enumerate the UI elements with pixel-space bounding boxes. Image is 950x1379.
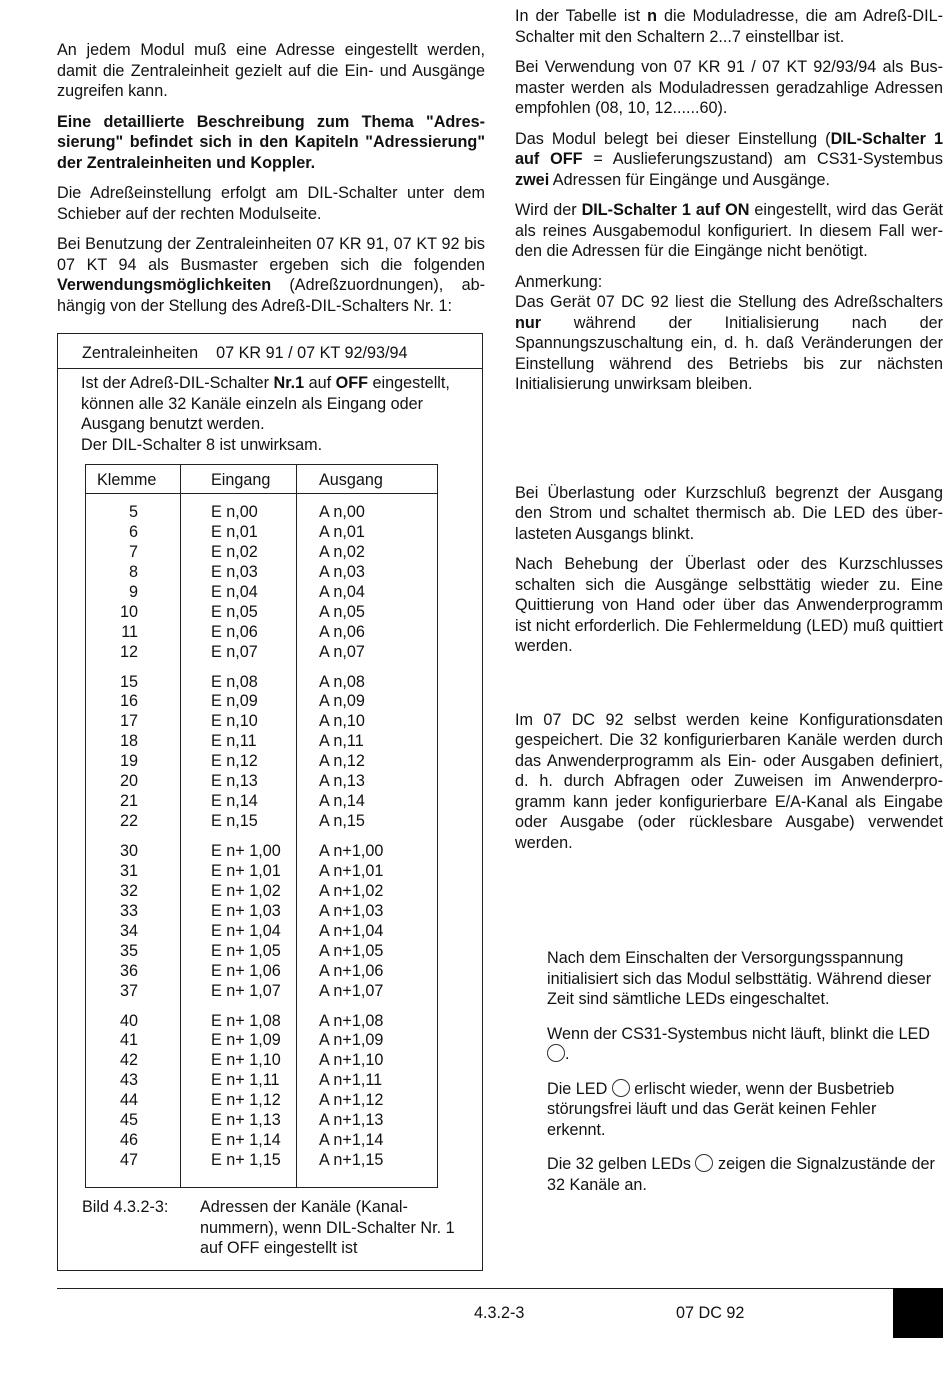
box-text-e: eingestellt, können alle 32 Kanäle einzeln als Eingang oder Ausgang benutzt werden. — [81, 374, 450, 433]
klemme-cell: 9 — [128, 582, 138, 601]
box-description — [81, 373, 466, 455]
table-row — [86, 1050, 437, 1070]
klemme-cell: 16 — [119, 692, 138, 711]
ausgang-cell: A n+1,12 — [319, 1091, 384, 1110]
klemme-cell: 40 — [119, 1011, 138, 1030]
klemme-cell: 5 — [128, 503, 138, 521]
eingang-cell: E n,08 — [211, 672, 258, 691]
eingang-cell: E n,03 — [211, 562, 258, 581]
klemme-cell: 36 — [119, 961, 138, 980]
klemme-cell: 33 — [119, 901, 138, 920]
r-p3-b: DIL-Schalter 1 auf OFF — [515, 129, 943, 168]
eingang-cell: E n+ 1,03 — [211, 901, 281, 920]
footer-device-name: 07 DC 92 — [676, 1304, 745, 1322]
ausgang-cell: A n+1,08 — [319, 1011, 384, 1030]
klemme-cell: 17 — [119, 712, 138, 731]
led-p2-a: Wenn der CS31-Systembus nicht läuft, blinkt die LED — [547, 1024, 930, 1043]
eingang-cell: E n,05 — [211, 602, 258, 621]
ausgang-cell: A n+1,00 — [319, 842, 384, 860]
eingang-cell: E n+ 1,15 — [211, 1151, 281, 1170]
klemme-cell: 11 — [121, 622, 138, 641]
klemme-cell: 37 — [119, 981, 138, 1000]
eingang-cell: E n,00 — [211, 503, 258, 521]
table-row — [86, 771, 437, 791]
klemme-cell: 47 — [119, 1151, 138, 1170]
eingang-cell: E n,15 — [211, 812, 258, 831]
table-row — [86, 1130, 437, 1150]
note-paragraph — [515, 272, 943, 395]
ausgang-cell: A n+1,01 — [319, 861, 384, 880]
klemme-cell: 18 — [119, 732, 138, 751]
box-description-1 — [81, 373, 466, 435]
klemme-cell: 8 — [128, 562, 138, 581]
usage-paragraph — [57, 234, 485, 316]
eingang-cell: E n,14 — [211, 792, 258, 811]
table-row — [86, 841, 437, 861]
r-p5-b: nur — [515, 313, 542, 332]
klemme-cell: 45 — [119, 1111, 138, 1130]
ausgang-cell: A n,06 — [319, 622, 365, 641]
table-row — [86, 811, 437, 831]
table-row — [86, 861, 437, 881]
eingang-cell: E n+ 1,00 — [211, 842, 281, 860]
klemme-cell: 21 — [119, 792, 138, 811]
ausgang-cell: A n+1,06 — [319, 961, 384, 980]
led-yellow-paragraph — [547, 1154, 937, 1195]
r-p1-b: n — [647, 7, 657, 25]
led-off-paragraph — [547, 1079, 937, 1141]
ausgang-cell: A n,05 — [319, 602, 365, 621]
klemme-cell: 31 — [119, 861, 138, 880]
table-note-paragraph — [515, 6, 943, 47]
r-p3-c: = Auslieferungszustand) am CS31-Systembus — [582, 150, 943, 168]
table-row — [86, 1011, 437, 1031]
ausgang-cell: A n,07 — [319, 642, 365, 661]
klemme-cell: 32 — [119, 881, 138, 900]
ausgang-cell: A n+1,02 — [319, 881, 384, 900]
table-row — [86, 1030, 437, 1050]
eingang-cell: E n+ 1,11 — [211, 1071, 280, 1090]
table-row — [86, 921, 437, 941]
box-text-b: Nr.1 — [273, 374, 305, 392]
ausgang-cell: A n+1,15 — [319, 1151, 384, 1170]
box-text-c: auf — [304, 374, 336, 392]
address-usage-paragraph — [515, 129, 943, 191]
r-p1-a: In der Tabelle ist — [515, 7, 648, 25]
ausgang-cell: A n+1,10 — [319, 1051, 384, 1070]
box-header-value: 07 KR 91 / 07 KT 92/93/94 — [216, 344, 408, 362]
ausgang-cell: A n,02 — [319, 542, 365, 561]
caption-text: Adressen der Kanäle (Kanalnummern), wenn DIL-Schalter Nr. 1 auf OFF eingestellt ist — [200, 1198, 455, 1257]
ausgang-cell: A n,09 — [319, 692, 365, 711]
eingang-cell: E n,09 — [211, 692, 258, 711]
busmaster-paragraph: Bei Verwendung von 07 KR 91 / 07 KT 92/93/94 als Busmaster werden als Moduladressen geradzahlige Adressen empfohlen (08, 10, 12......60). — [515, 58, 943, 117]
caption-label: Bild 4.3.2-3: — [82, 1198, 169, 1216]
table-header — [86, 465, 437, 494]
table-row — [86, 672, 437, 692]
r-p5-c: während der Initialisierung nach der Spannungszuschaltung ein, d. h. daß Veränderungen der Einstellung während des Betriebs bis zur nächsten Initialisierung unwirksam bleiben. — [515, 313, 943, 393]
klemme-cell: 44 — [119, 1091, 138, 1110]
table-group — [86, 841, 437, 1001]
klemme-cell: 46 — [119, 1131, 138, 1150]
r-p5-a: Das Gerät 07 DC 92 liest die Stellung des Adreßschalters — [515, 293, 943, 311]
box-description-2: Der DIL-Schalter 8 ist unwirksam. — [81, 435, 323, 454]
r-p1-c: die Moduladresse, die am Adreß-DIL-Schalter mit den Schaltern 2...7 einstellbar ist. — [515, 7, 944, 46]
led-bus-paragraph — [547, 1024, 937, 1065]
table-body — [86, 502, 437, 1180]
led-p4-b: zeigen die Signalzustände der 32 Kanäle an. — [547, 1155, 935, 1194]
table-row — [86, 522, 437, 542]
table-row — [86, 731, 437, 751]
r-p3-d: zwei — [515, 170, 550, 189]
dil-location-paragraph: Die Adreßeinstellung erfolgt am DIL-Schalter unter dem Schieber auf der rechten Modulseite. — [57, 184, 485, 223]
box-text-a: Ist der Adreß-DIL-Schalter — [81, 374, 274, 392]
eingang-cell: E n+ 1,09 — [211, 1031, 281, 1050]
header-klemme: Klemme — [97, 471, 157, 489]
ausgang-cell: A n,04 — [319, 582, 365, 601]
ausgang-cell: A n,13 — [319, 772, 365, 791]
reference-paragraph — [57, 112, 485, 174]
eingang-cell: E n,06 — [211, 622, 258, 641]
klemme-cell: 7 — [128, 542, 138, 561]
eingang-cell: E n,12 — [211, 752, 258, 771]
usage-text-a: Bei Benutzung der Zentraleinheiten 07 KR 91, 07 KT 92 bis 07 KT 94 als Busmaster ergeben sich die folgenden — [57, 235, 485, 274]
led-p3-b: erlischt wieder, wenn der Busbetrieb störungsfrei läuft und das Gerät keinen Fehler erkennt. — [547, 1079, 895, 1139]
box-text-d: OFF — [335, 374, 369, 392]
table-row — [86, 941, 437, 961]
left-column — [57, 40, 485, 326]
eingang-cell: E n+ 1,13 — [211, 1111, 281, 1130]
eingang-cell: E n,01 — [211, 522, 258, 541]
footer-rule — [57, 1288, 893, 1289]
box-header-label: Zentraleinheiten — [82, 344, 199, 362]
table-row — [86, 751, 437, 771]
klemme-cell: 15 — [119, 672, 138, 691]
table-row — [86, 542, 437, 562]
ausgang-cell: A n,03 — [319, 562, 365, 581]
reference-text: Eine detaillierte Beschreibung zum Thema "Adressierung" befindet sich in den Kapiteln "Adressierung" der Zentraleinheiten und Koppler. — [57, 112, 485, 172]
r-p4-b: DIL-Schalter 1 auf ON — [581, 201, 750, 219]
r-p4-a: Wird der — [515, 201, 582, 219]
address-box — [57, 333, 483, 1271]
led-p4-a: Die 32 gelben LEDs — [547, 1155, 691, 1173]
led-circle-icon — [695, 1154, 713, 1172]
configuration-paragraph: Im 07 DC 92 selbst werden keine Konfigurationsdaten gespeichert. Die 32 konfigurierbaren Kanäle werden durch das Anwenderprogramm als Ein- oder Ausgaben definiert, d. h. durch Abfragen oder Zuweisen im Anwenderprogramm kann jeder konfigurierbare E/A-Kanal als Eingabe oder Ausgabe (oder rücklesbare Ausgabe) verwendet werden. — [515, 710, 943, 852]
klemme-cell: 22 — [119, 812, 138, 831]
table-row — [86, 961, 437, 981]
table-group — [86, 502, 437, 662]
led-init-paragraph: Nach dem Einschalten der Versorgungsspannung initialisiert sich das Modul selbsttätig. Während dieser Zeit sind sämtliche LEDs eingeschaltet. — [547, 949, 932, 1008]
ausgang-cell: A n,12 — [319, 752, 365, 771]
ausgang-cell: A n,00 — [319, 503, 365, 521]
table-row — [86, 901, 437, 921]
klemme-cell: 12 — [119, 642, 138, 661]
led-p3-a: Die LED — [547, 1079, 608, 1098]
eingang-cell: E n,11 — [211, 732, 257, 751]
right-column — [515, 6, 943, 863]
klemme-cell: 20 — [119, 772, 138, 791]
led-section — [547, 948, 937, 1209]
table-row — [86, 502, 437, 522]
table-row — [86, 1070, 437, 1090]
table-row — [86, 642, 437, 662]
led-circle-icon — [547, 1044, 565, 1062]
klemme-cell: 10 — [119, 602, 138, 621]
ausgang-cell: A n+1,13 — [319, 1111, 384, 1130]
box-header — [58, 334, 482, 369]
table-row — [86, 582, 437, 602]
led-circle-icon — [612, 1079, 630, 1097]
klemme-cell: 34 — [119, 921, 138, 940]
table-row — [86, 1150, 437, 1170]
eingang-cell: E n+ 1,06 — [211, 961, 281, 980]
table-row — [86, 711, 437, 731]
eingang-cell: E n+ 1,14 — [211, 1131, 281, 1150]
table-group — [86, 1011, 437, 1171]
eingang-cell: E n+ 1,05 — [211, 941, 281, 960]
ausgang-cell: A n,08 — [319, 672, 365, 691]
usage-text-c: (Adreßzuordnungen), abhängig von der Stellung des Adreß-DIL-Schalters Nr. 1: — [57, 276, 485, 315]
header-eingang: Eingang — [211, 471, 271, 489]
footer-section-number: 4.3.2-3 — [474, 1304, 525, 1322]
ausgang-cell: A n+1,09 — [319, 1031, 384, 1050]
eingang-cell: E n,13 — [211, 772, 258, 791]
intro-paragraph: An jedem Modul muß eine Adresse eingestellt werden, damit die Zentraleinheit gezielt auf die Ein- und Ausgänge zugreifen kann. — [57, 41, 485, 100]
ausgang-cell: A n+1,05 — [319, 941, 384, 960]
klemme-cell: 42 — [119, 1051, 138, 1070]
eingang-cell: E n+ 1,01 — [211, 861, 281, 880]
r-p3-a: Das Modul belegt bei dieser Einstellung ( — [515, 129, 831, 148]
ausgang-cell: A n,10 — [319, 712, 365, 731]
overload-paragraph: Bei Überlastung oder Kurzschluß begrenzt der Ausgang den Strom und schaltet thermisch ab. Die LED des überlasteten Ausgangs blinkt. — [515, 483, 943, 543]
table-row — [86, 691, 437, 711]
ausgang-cell: A n+1,07 — [319, 981, 384, 1000]
table-row — [86, 981, 437, 1001]
table-row — [86, 881, 437, 901]
eingang-cell: E n+ 1,08 — [211, 1011, 281, 1030]
eingang-cell: E n+ 1,07 — [211, 981, 281, 1000]
eingang-cell: E n+ 1,12 — [211, 1091, 281, 1110]
channel-address-table — [85, 464, 438, 1188]
table-group — [86, 672, 437, 832]
ausgang-cell: A n,14 — [319, 792, 365, 811]
r-p4-c: eingestellt, wird das Gerät als reines Ausgabemodul konfiguriert. In diesem Fall werden die Adressen für die Eingänge nicht benötigt. — [515, 201, 943, 260]
ausgang-cell: A n,01 — [319, 522, 365, 541]
eingang-cell: E n+ 1,04 — [211, 921, 281, 940]
klemme-cell: 30 — [119, 842, 138, 860]
eingang-cell: E n,02 — [211, 542, 258, 561]
ausgang-cell: A n,15 — [319, 812, 365, 831]
table-row — [86, 791, 437, 811]
ausgang-cell: A n+1,14 — [319, 1131, 384, 1150]
dil-on-paragraph — [515, 200, 943, 262]
page-tab-marker — [893, 1288, 943, 1338]
ausgang-cell: A n+1,11 — [319, 1071, 383, 1090]
table-row — [86, 1090, 437, 1110]
eingang-cell: E n,04 — [211, 582, 258, 601]
klemme-cell: 43 — [119, 1071, 138, 1090]
table-row — [86, 622, 437, 642]
note-label: Anmerkung: — [515, 272, 603, 291]
ausgang-cell: A n,11 — [319, 732, 364, 751]
led-p2-b: . — [565, 1045, 570, 1063]
header-ausgang: Ausgang — [319, 471, 383, 489]
klemme-cell: 19 — [119, 752, 138, 771]
eingang-cell: E n,10 — [211, 712, 258, 731]
klemme-cell: 35 — [119, 941, 138, 960]
ausgang-cell: A n+1,03 — [319, 901, 384, 920]
usage-text-bold: Verwendungsmöglichkeiten — [57, 276, 272, 294]
table-row — [86, 562, 437, 582]
eingang-cell: E n,07 — [211, 642, 258, 661]
table-row — [86, 602, 437, 622]
ausgang-cell: A n+1,04 — [319, 921, 384, 940]
klemme-cell: 41 — [119, 1031, 138, 1050]
recovery-paragraph: Nach Behebung der Überlast oder des Kurzschlusses schalten sich die Ausgänge selbsttätig wieder zu. Eine Quittierung von Hand oder über das Anwenderprogramm ist nicht erforderlich. Die Fehlermeldung (LED) muß quittiert werden. — [515, 555, 943, 655]
eingang-cell: E n+ 1,02 — [211, 881, 281, 900]
eingang-cell: E n+ 1,10 — [211, 1051, 281, 1070]
klemme-cell: 6 — [128, 522, 138, 541]
table-row — [86, 1110, 437, 1130]
r-p3-e: Adressen für Eingänge und Ausgänge. — [549, 170, 830, 189]
